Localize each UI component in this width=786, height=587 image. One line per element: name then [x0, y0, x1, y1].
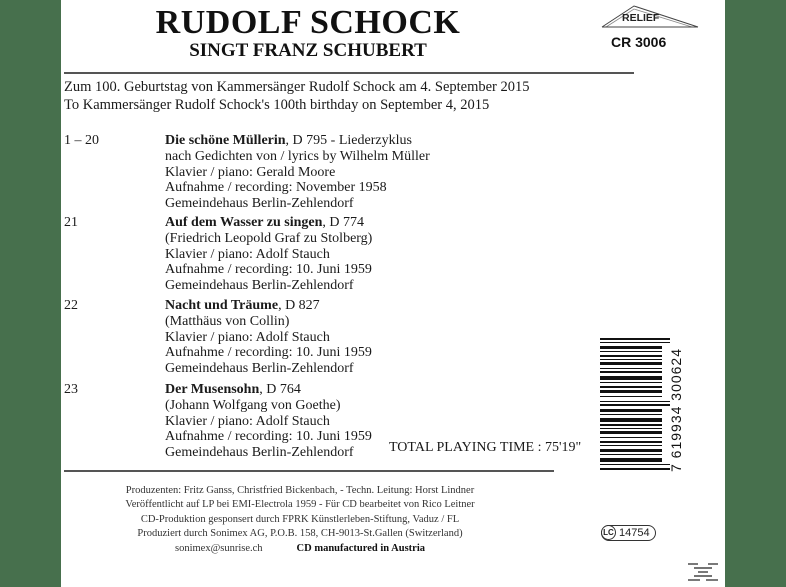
track-detail: Klavier / piano: Adolf Stauch	[165, 413, 330, 429]
track-title: Nacht und Träume	[165, 298, 279, 313]
production-credits	[100, 484, 500, 556]
track-detail: (Johann Wolfgang von Goethe)	[165, 397, 341, 413]
barcode	[600, 338, 670, 472]
track-detail: (Friedrich Leopold Graf zu Stolberg)	[165, 230, 373, 246]
credit-line: Produziert durch Sonimex AG, P.O.B. 158, CH-9013-St.Gallen (Switzerland)	[137, 528, 463, 540]
disposal-symbol-icon	[686, 560, 720, 584]
track-catalog: , D 764	[259, 382, 301, 397]
track-number: 23	[64, 382, 78, 397]
label-code-number: 14754	[619, 527, 650, 539]
credit-line: CD-Produktion gesponsert durch FPRK Künstlerleben-Stiftung, Vaduz / FL	[140, 513, 460, 525]
contact-email: sonimex@sunrise.ch	[175, 542, 263, 554]
track-catalog: , D 827	[278, 298, 320, 313]
album-artist-title: RUDOLF SCHOCK	[155, 4, 461, 41]
track-detail: Aufnahme / recording: 10. Juni 1959	[165, 429, 372, 445]
track-catalog: , D 774	[322, 215, 365, 230]
track-number: 1 – 20	[64, 133, 99, 148]
dedication	[64, 78, 530, 114]
track-detail: Gemeindehaus Berlin-Zehlendorf	[165, 196, 354, 212]
track-detail: Aufnahme / recording: 10. Juni 1959	[165, 262, 372, 278]
track-number: 21	[64, 215, 78, 230]
track-detail: Gemeindehaus Berlin-Zehlendorf	[165, 361, 354, 377]
dedication-german: Zum 100. Geburtstag von Kammersänger Rudolf Schock am 4. September 2015	[64, 79, 530, 95]
catalog-number: CR 3006	[611, 34, 667, 50]
track-detail: Klavier / piano: Adolf Stauch	[165, 246, 330, 262]
credit-line: Produzenten: Fritz Ganss, Christfried Bickenbach, - Techn. Leitung: Horst Lindner	[125, 485, 475, 496]
dedication-english: To Kammersänger Rudolf Schock's 100th birthday on September 4, 2015	[64, 97, 490, 113]
track-detail: (Matthäus von Collin)	[165, 313, 290, 329]
barcode-digits: 7 619934 300624	[668, 348, 684, 472]
lc-icon: LC	[601, 525, 616, 540]
credit-line: Veröffentlicht auf LP bei EMI-Electrola 1959 - Für CD bearbeitet von Rico Leitner	[125, 499, 475, 511]
label-brand: RELIEF	[622, 12, 660, 24]
label-code-badge	[601, 525, 656, 541]
total-playing-time: TOTAL PLAYING TIME : 75'19"	[389, 440, 582, 455]
track-title: Der Musensohn	[165, 382, 260, 397]
track-detail: Klavier / piano: Gerald Moore	[165, 164, 336, 180]
manufactured-note: CD manufactured in Austria	[296, 542, 425, 554]
track-detail: Klavier / piano: Adolf Stauch	[165, 329, 330, 345]
track-detail: Aufnahme / recording: 10. Juni 1959	[165, 345, 372, 361]
relief-label-logo	[600, 3, 700, 31]
track-number: 22	[64, 298, 78, 313]
track-detail: Gemeindehaus Berlin-Zehlendorf	[165, 445, 354, 461]
bottom-divider	[64, 470, 554, 472]
track-detail: Gemeindehaus Berlin-Zehlendorf	[165, 278, 354, 294]
top-divider	[64, 72, 634, 74]
left-green-strip	[0, 0, 61, 587]
track-title: Die schöne Müllerin	[165, 133, 286, 148]
track-catalog: , D 795 - Liederzyklus	[285, 133, 412, 148]
track-detail: nach Gedichten von / lyrics by Wilhelm Müller	[165, 148, 430, 164]
album-subtitle: SINGT FRANZ SCHUBERT	[189, 40, 427, 61]
track-title: Auf dem Wasser zu singen	[165, 215, 323, 230]
right-green-strip	[725, 0, 786, 587]
track-detail: Aufnahme / recording: November 1958	[165, 180, 387, 196]
